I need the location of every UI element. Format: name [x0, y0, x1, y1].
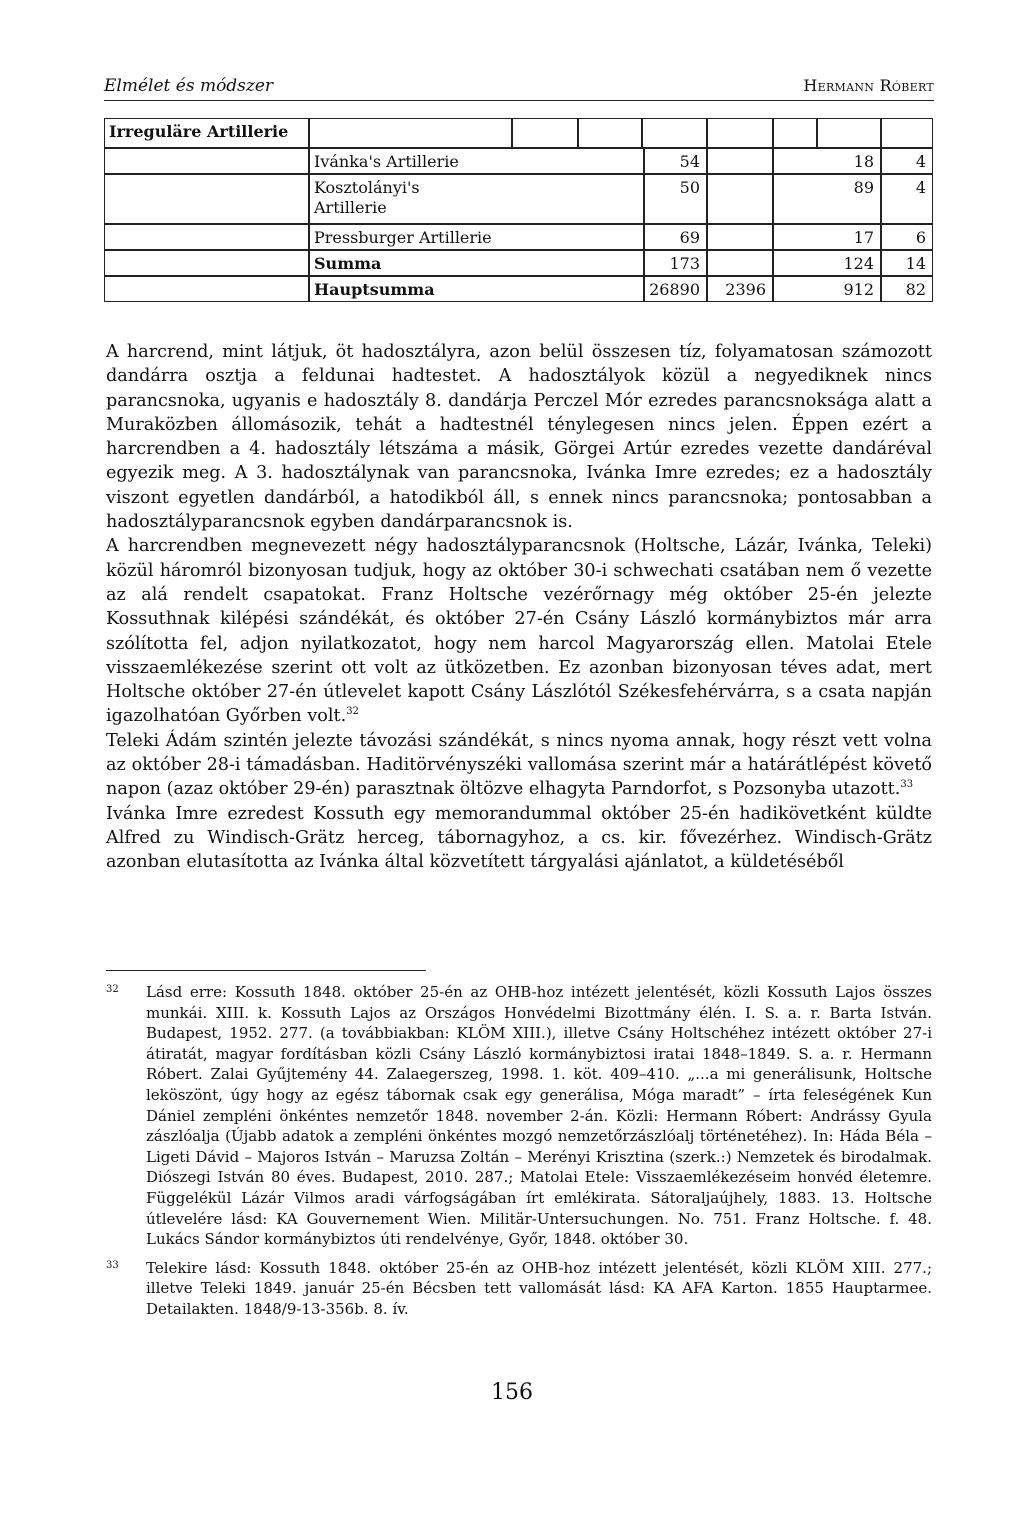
table-cell — [881, 118, 933, 148]
row-value: 82 — [881, 276, 933, 302]
table-cell — [773, 118, 817, 148]
footnote-number: 32 — [106, 984, 119, 995]
row-name: Kosztolányi's Artillerie — [309, 174, 644, 224]
footnote — [106, 982, 932, 1250]
row-value: 4 — [881, 174, 933, 224]
paragraph: Teleki Ádám szintén jelezte távozási szándékát, s nincs nyoma annak, hogy részt vett volna az október 28-i támadásban. Haditörvényszéki vallomása szerint már a határátlépést követő napon (azaz október 29-én) parasztnak öltözve elhagyta Parndorfot, s Pozsonyba utazott.$^{33}$ — [106, 730, 932, 800]
table-cell — [578, 118, 642, 148]
table-row-summa — [104, 250, 933, 276]
table-row — [104, 174, 933, 224]
artillery-table — [104, 118, 933, 302]
row-value — [707, 250, 773, 276]
table-cell — [104, 174, 309, 224]
row-name: Hauptsumma — [309, 276, 644, 302]
row-value: 50 — [644, 174, 707, 224]
table-row — [104, 224, 933, 250]
row-value: 14 — [881, 250, 933, 276]
footnotes — [106, 982, 932, 1328]
table-cell — [104, 276, 309, 302]
row-name: Summa — [309, 250, 644, 276]
row-value — [707, 148, 773, 174]
footnote-ref: 33 — [900, 779, 914, 791]
row-value: 173 — [644, 250, 707, 276]
row-value: 4 — [881, 148, 933, 174]
main-text — [106, 340, 932, 875]
row-value: 26890 — [644, 276, 707, 302]
row-value: 18 — [773, 148, 881, 174]
footnote-text: Telekire lásd: Kossuth 1848. október 25-én az OHB-hoz intézett jelentését, közli KLÖM XIII. 277.; illetve Teleki 1849. január 25-én Bécsben tett vallomását lásd: KA AFA Karton. 1855 Hauptarmee. Detailakten. 1848/9-13-356b. 8. ív. — [146, 1258, 932, 1318]
row-value: 2396 — [707, 276, 773, 302]
table-section-label: Irreguläre Artillerie — [104, 118, 309, 148]
paragraph: A harcrend, mint látjuk, öt hadosztályra, azon belül összesen tíz, folyamatosan számozott dandárra osztja a feldunai hadtestet. A hadosztályok közül a negyediknek nincs parancsnoka, ugyanis e hadosztály 8. dandárja Perczel Mór ezredes parancsnoksága alatt a Muraközben állomásozik, tehát a hadtestnél ténylegesen nincs jelen. Éppen ezért a harcrendben a 4. hadosztály létszáma a másik, Görgei Artúr ezredes vezette dandáréval egyezik meg. A 3. hadosztálynak van parancsnoka, Ivánka Imre ezredes; ez a hadosztály viszont egyetlen dandárból, a hatodikból áll, s ennek nincs parancsnoka; pontosabban a hadosztályparancsnok egyben dandárparancsnok is. — [106, 342, 932, 533]
row-value: 69 — [644, 224, 707, 250]
row-value: 912 — [773, 276, 881, 302]
row-name: Pressburger Artillerie — [309, 224, 644, 250]
table-cell — [309, 118, 512, 148]
page-number: 156 — [491, 1380, 533, 1405]
footnote-ref: 32 — [346, 706, 359, 718]
row-value — [707, 224, 773, 250]
footnote-divider — [106, 970, 426, 971]
row-value: 89 — [773, 174, 881, 224]
paragraph: Ivánka Imre ezredest Kossuth egy memorandummal október 25-én hadikövetként küldte Alfred zu Windisch-Grätz herceg, tábornagyhoz, a cs. kir. fővezérhez. Windisch-Grätz azonban elutasította az Ivánka által közvetített tárgyalási ajánlatot, a küldetéséből — [106, 803, 932, 873]
table-cell — [104, 148, 309, 174]
row-value: 54 — [644, 148, 707, 174]
footnote — [106, 1258, 932, 1320]
row-value: 17 — [773, 224, 881, 250]
table-cell — [104, 250, 309, 276]
table-cell — [707, 118, 773, 148]
paragraph: A harcrendben megnevezett négy hadosztályparancsnok (Holtsche, Lázár, Ivánka, Teleki) közül háromról bizonyosan tudjuk, hogy az október 30-i schwechati csatában nem ő vezette az alá rendelt csapatokat. Franz Holtsche vezérőrnagy még október 25-én jelezte Kossuthnak kilépési szándékát, és október 27-én Csány László kormánybiztos már arra szólította fel, adjon nyilatkozatot, hogy nem harcol Magyarország ellen. Matolai Etele visszaemlékezése szerint ott volt az ütközetben. Ez azonban bizonyosan téves adat, mert Holtsche október 27-én útlevelet kapott Csány Lászlótól Székesfehérvárra, s a csata napján igazolhatóan Győrben volt.$^{32}$ — [106, 536, 932, 727]
table-cell — [817, 118, 881, 148]
footnote-number: 33 — [106, 1259, 119, 1271]
table-row — [104, 148, 933, 174]
row-value: 6 — [881, 224, 933, 250]
row-value: 124 — [773, 250, 881, 276]
row-value — [707, 174, 773, 224]
journal-title: Elmélet és módszer — [104, 76, 274, 96]
table-row-hauptsumma — [104, 276, 933, 302]
running-header — [104, 76, 934, 101]
table-cell — [512, 118, 578, 148]
author-name: Hermann Róbert — [803, 76, 934, 95]
table-cell — [104, 224, 309, 250]
footnote-text: Lásd erre: Kossuth 1848. október 25-én az OHB-hoz intézett jelentését, közli Kossuth Lajos összes munkái. XIII. k. Kossuth Lajos az Országos Honvédelmi Bizottmány élén. I. S. a. r. Barta István. Budapest, 1952. 277. (a továbbiakban: KLÖM XIII.), illetve Csány Holtschéhez intézett október 27-i átiratát, magyar fordításban közli Csány László kormánybiztosi iratai 1848–1849. S. a. r. Hermann Róbert. Zalai Gyűjtemény 44. Zalaegerszeg, 1998. 1. köt. 409–410. „...a mi generálisunk, Holtsche leköszönt, úgy hogy az egész tábornak csak egy generálisa, Móga maradt” – írta feleségének Kun Dániel zempléni önkéntes nemzetőr 1848. november 2-án. Közli: Hermann Róbert: Andrássy Gyula zászlóalja (Újabb adatok a zempléni önkéntes mozgó nemzetőrzászlóalj történetéhez). In: Háda Béla – Ligeti Dávid – Majoros István – Maruzsa Zoltán – Merényi Krisztina (szerk.:) Nemzetek és birodalmak. Diószegi István 80 éves. Budapest, 2010. 287.; Matolai Etele: Visszaemlékezéseim honvéd életemre. Függelékül Lázár Vilmos aradi várfogságában írt emlékirata. Sátoraljaújhely, 1883. 13. Holtsche útlevelére lásd: KA Gouvernement Wien. Militär-Untersuchungen. No. 751. Franz Holtsche. f. 48. Lukács Sándor kormánybiztos úti rendelvénye, Győr, 1848. október 30. — [146, 983, 932, 1249]
row-name: Ivánka's Artillerie — [309, 148, 644, 174]
table-cell — [642, 118, 707, 148]
table-header-row — [104, 118, 933, 148]
